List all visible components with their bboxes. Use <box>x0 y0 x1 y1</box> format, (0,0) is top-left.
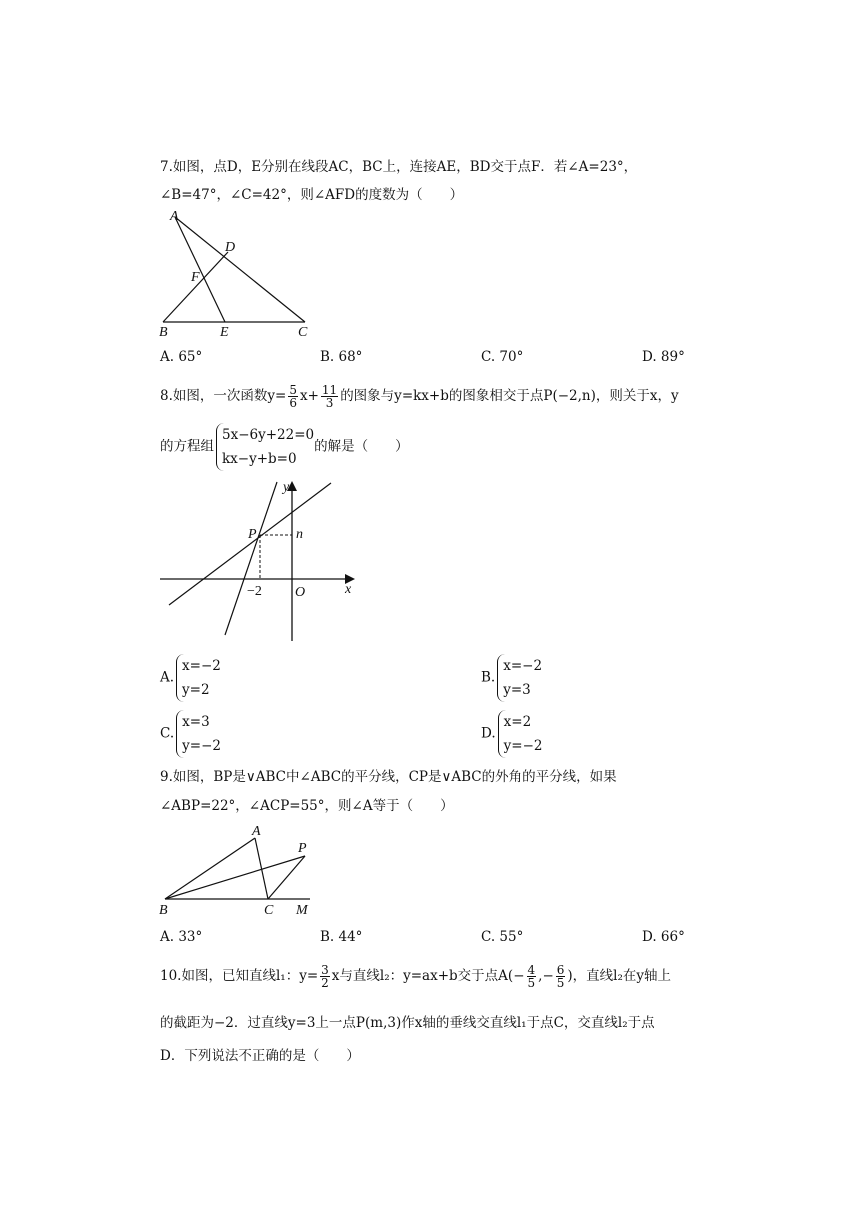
q8-label-O: O <box>295 585 306 600</box>
q9-label-P: P <box>298 841 307 856</box>
q8-line2 <box>160 423 409 471</box>
q8-label-x: x <box>345 582 352 597</box>
q10-fraction-4-5 <box>527 964 537 989</box>
q10-line2: 的截距为−2．过直线y=3上一点P(m,3)作x轴的垂线交直线l₁于点C，交直线l₂于点 <box>160 1015 655 1031</box>
q8-option-c-system <box>176 710 221 758</box>
q10-f-den: 2 <box>321 976 329 990</box>
q7-triangle-figure <box>155 205 325 340</box>
q10-f-num: 3 <box>321 963 329 977</box>
q8-option-a-eq1: x=−2 <box>182 658 221 674</box>
q9-option-d: D. 66° <box>642 929 685 945</box>
q8-line2-post: 的解是（ ） <box>314 438 409 455</box>
q10-a-num1: 4 <box>527 963 536 977</box>
q8-option-c <box>160 710 221 758</box>
q7-option-a: A. 65° <box>160 349 203 365</box>
q9-option-b: B. 44° <box>320 929 363 945</box>
q8-label-y: y <box>283 480 290 495</box>
q8-option-d <box>481 710 542 758</box>
q7-label-A: A <box>170 209 179 224</box>
q9-option-a: A. 33° <box>160 929 203 945</box>
q8-option-b-letter: B. <box>481 669 496 686</box>
q8-option-d-eq2: y=−2 <box>503 738 543 754</box>
q8-sys-eq1: 5x−6y+22=0 <box>222 427 315 443</box>
q10-line1-pre: 10.如图，已知直线l₁：y= <box>160 968 319 984</box>
q8-line1 <box>160 378 679 414</box>
q7-label-C: C <box>298 325 308 340</box>
q8-label-P: P <box>248 527 257 542</box>
q8-line1-mid: x+ <box>299 388 319 404</box>
q8-label-minus2: −2 <box>247 584 262 599</box>
q10-comma: ,− <box>538 968 554 984</box>
q7-label-D: D <box>225 240 236 255</box>
q10-fraction-6-5 <box>556 964 566 989</box>
q8-option-c-letter: C. <box>160 725 175 742</box>
q8-option-b <box>481 654 542 702</box>
q8-option-a <box>160 654 221 702</box>
q8-option-b-eq2: y=3 <box>503 682 531 698</box>
q8-line1-pre: 8.如图，一次函数y= <box>160 388 287 404</box>
q8-option-d-system <box>498 710 543 758</box>
q9-label-B: B <box>159 903 168 918</box>
q7-option-c: C. 70° <box>481 349 524 365</box>
q8-coordinate-figure <box>155 475 370 647</box>
q8-option-c-eq1: x=3 <box>182 714 210 730</box>
q10-line1-post: )，直线l₂在y轴上 <box>567 968 672 984</box>
q7-label-E: E <box>220 325 229 340</box>
q9-label-M: M <box>296 903 308 918</box>
q8-f1-den: 6 <box>289 396 297 410</box>
q7-option-b: B. 68° <box>320 349 363 365</box>
q8-line2-pre: 的方程组 <box>160 438 214 455</box>
q10-fraction-3-2 <box>320 964 330 989</box>
q8-fraction-5-6 <box>288 384 298 409</box>
q8-f2-num: 11 <box>321 383 338 397</box>
q10-line1 <box>160 957 671 995</box>
q8-option-c-eq2: y=−2 <box>182 738 221 754</box>
q8-option-a-system <box>176 654 221 702</box>
q7-label-B: B <box>159 325 168 340</box>
q9-line2: ∠ABP=22°，∠ACP=55°，则∠A等于（ ） <box>160 798 454 814</box>
q9-label-A: A <box>252 824 261 839</box>
q8-option-a-eq2: y=2 <box>182 682 210 698</box>
q8-equation-system <box>216 423 314 471</box>
q7-option-d: D. 89° <box>642 349 685 365</box>
q10-line1-mid: x与直线l₂：y=ax+b交于点A(− <box>331 968 525 984</box>
q10-a-den2: 5 <box>556 976 565 990</box>
q10-a-den1: 5 <box>527 976 536 990</box>
q8-f2-den: 3 <box>325 396 334 410</box>
q8-label-n: n <box>296 527 303 542</box>
q7-line2: ∠B=47°，∠C=42°，则∠AFD的度数为（ ） <box>160 187 464 203</box>
q8-option-b-system <box>497 654 542 702</box>
q8-option-d-letter: D. <box>481 725 496 742</box>
q7-label-F: F <box>191 270 200 285</box>
q10-a-num2: 6 <box>556 963 565 977</box>
q7-line1: 7.如图，点D，E分别在线段AC，BC上，连接AE，BD交于点F．若∠A=23°， <box>160 159 638 175</box>
q9-triangle-figure <box>155 820 325 920</box>
q8-line1-post: 的图象与y=kx+b的图象相交于点P(−2,n)，则关于x，y <box>340 388 679 404</box>
q8-fraction-11-3 <box>321 384 338 409</box>
q9-line1: 9.如图，BP是∨ABC中∠ABC的平分线，CP是∨ABC的外角的平分线，如果 <box>160 769 617 785</box>
q8-f1-num: 5 <box>289 383 297 397</box>
q9-label-C: C <box>264 903 274 918</box>
q9-option-c: C. 55° <box>481 929 524 945</box>
q8-sys-eq2: kx−y+b=0 <box>222 451 297 467</box>
q8-option-d-eq1: x=2 <box>503 714 532 730</box>
q8-option-b-eq1: x=−2 <box>503 658 543 674</box>
q8-option-a-letter: A. <box>160 669 175 686</box>
q10-line3: D．下列说法不正确的是（ ） <box>160 1048 360 1064</box>
